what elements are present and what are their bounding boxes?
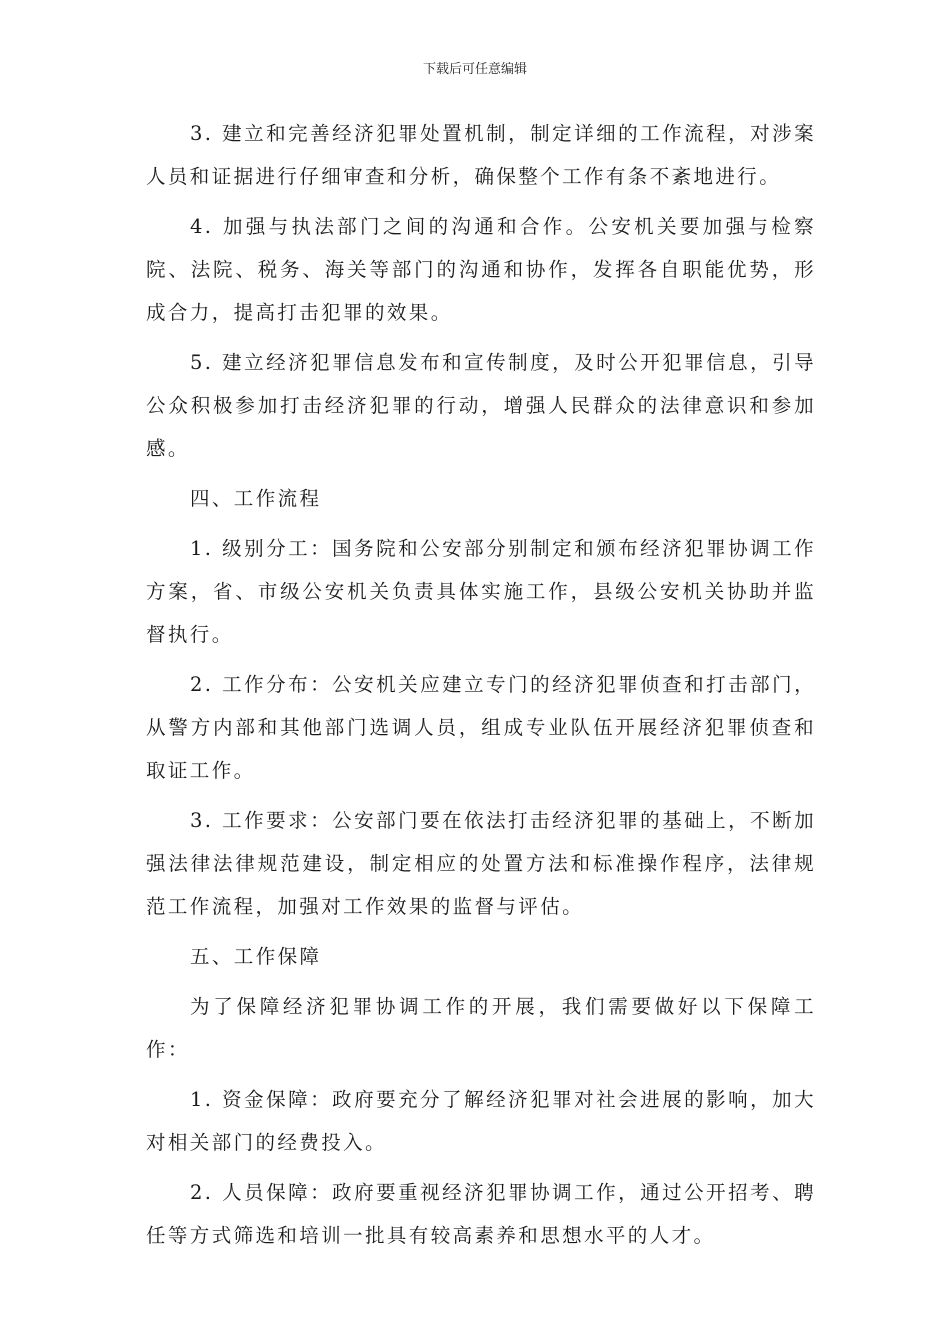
- paragraph-workflow-2: 2. 工作分布：公安机关应建立专门的经济犯罪侦查和打击部门，从警方内部和其他部门选调人员，组成专业队伍开展经济犯罪侦查和取证工作。: [146, 673, 816, 782]
- document-body: [146, 112, 816, 1264]
- section-heading-workflow: 四、工作流程: [190, 487, 322, 510]
- section-heading-guarantee: 五、工作保障: [190, 945, 322, 968]
- paragraph-item-3-mechanism: 3. 建立和完善经济犯罪处置机制，制定详细的工作流程，对涉案人员和证据进行仔细审查和分析，确保整个工作有条不紊地进行。: [146, 122, 816, 188]
- paragraph-guarantee-1: 1. 资金保障：政府要充分了解经济犯罪对社会进展的影响，加大对相关部门的经费投入。: [146, 1088, 816, 1154]
- paragraph-workflow-1: 1. 级别分工：国务院和公安部分别制定和颁布经济犯罪协调工作方案，省、市级公安机关负责具体实施工作，县级公安机关协助并监督执行。: [146, 537, 816, 646]
- page-header-note: 下载后可任意编辑: [422, 62, 527, 77]
- paragraph-guarantee-2: 2. 人员保障：政府要重视经济犯罪协调工作，通过公开招考、聘任等方式筛选和培训一批具有较高素养和思想水平的人才。: [146, 1181, 816, 1247]
- paragraph-workflow-3: 3. 工作要求：公安部门要在依法打击经济犯罪的基础上，不断加强法律法律规范建设，制定相应的处置方法和标准操作程序，法律规范工作流程，加强对工作效果的监督与评估。: [146, 809, 816, 918]
- paragraph-item-5-publicity: 5. 建立经济犯罪信息发布和宣传制度，及时公开犯罪信息，引导公众积极参加打击经济犯罪的行动，增强人民群众的法律意识和参加感。: [146, 351, 816, 460]
- paragraph-item-4-cooperation: 4. 加强与执法部门之间的沟通和合作。公安机关要加强与检察院、法院、税务、海关等部门的沟通和协作，发挥各自职能优势，形成合力，提高打击犯罪的效果。: [146, 215, 816, 324]
- paragraph-guarantee-intro: 为了保障经济犯罪协调工作的开展，我们需要做好以下保障工作：: [146, 995, 816, 1061]
